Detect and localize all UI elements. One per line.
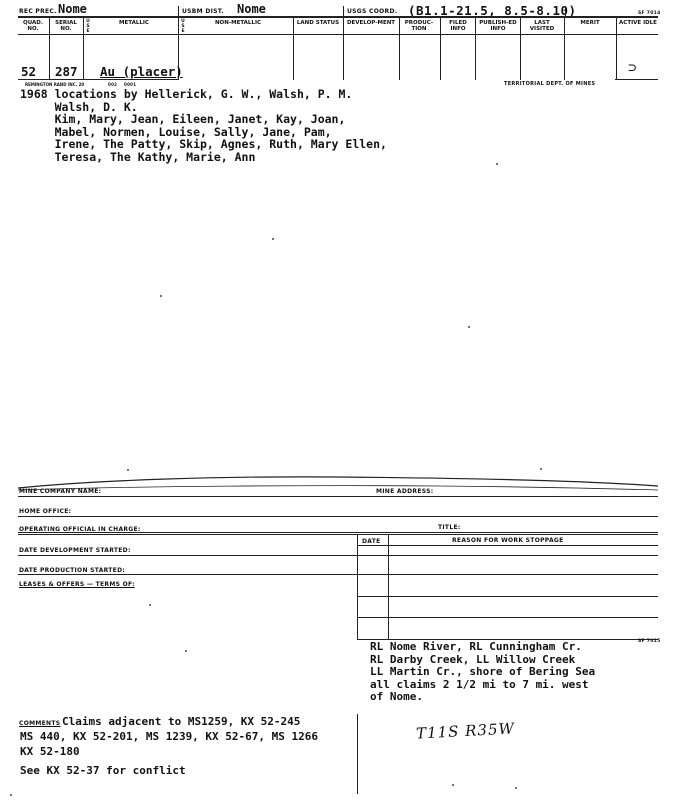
locations-line-3: Kim, Mary, Jean, Eileen, Janet, Kay, Joan,	[20, 112, 346, 126]
col-production: PRODUC-TION	[404, 20, 434, 32]
col-land-status: LAND STATUS	[296, 20, 340, 26]
territorial-dept-label: TERRITORIAL DEPT. OF MINES	[504, 81, 596, 87]
mine-address-label: MINE ADDRESS:	[376, 488, 434, 495]
date-column-header: DATE	[362, 538, 381, 545]
reason-column-header: REASON FOR WORK STOPPAGE	[452, 537, 564, 544]
handwritten-township-note: T11S R35W	[415, 719, 516, 743]
locations-line-6: Teresa, The Kathy, Marie, Ann	[20, 149, 256, 164]
usgs-dist-value: Nome	[237, 2, 266, 16]
col-active-idle: ACTIVE IDLE	[619, 20, 657, 26]
locations-line-1: 1968 locations by Hellerick, G. W., Walsh, P. M.	[20, 87, 353, 101]
operating-official-label: OPERATING OFFICIAL IN CHARGE:	[19, 526, 141, 533]
mine-company-name-label: MINE COMPANY NAME:	[19, 488, 102, 495]
col-published-info: PUBLISH-ED INFO	[479, 20, 517, 32]
col-use-2: U S E	[181, 19, 185, 34]
location-note-line-5: of Nome.	[370, 690, 423, 703]
locations-line-2: Walsh, D. K.	[20, 99, 138, 114]
comments-line-4: See KX 52-37 for conflict	[20, 764, 186, 777]
serial-value: 287	[55, 64, 78, 79]
printer-imprint: REMINGTON RAND INC. 20	[25, 82, 85, 87]
rec-prec-value: Nome	[58, 2, 87, 16]
locations-line-4: Mabel, Normen, Louise, Sally, Jane, Pam,	[20, 124, 332, 139]
location-note-line-4: all claims 2 1/2 mi to 7 mi. west	[370, 677, 589, 691]
col-non-metallic: NON-METALLIC	[214, 20, 262, 26]
imprint-code-b: 0001	[124, 82, 137, 87]
home-office-label: HOME OFFICE:	[19, 508, 72, 515]
rec-prec-label: REC PREC.	[19, 8, 57, 15]
col-development: DEVELOP-MENT	[346, 20, 396, 26]
metallic-value: Au (placer)	[100, 64, 183, 79]
location-note-line-1: RL Nome River, RL Cunningham Cr.	[370, 640, 582, 653]
title-label: TITLE:	[438, 524, 461, 531]
usgs-coord-label: USGS COORD.	[347, 8, 398, 15]
usgs-coord-value: (B1.1-21.5, 8.5-8.10)	[408, 3, 577, 18]
col-metallic: METALLIC	[119, 20, 149, 26]
location-note-line-2: RL Darby Creek, LL Willow Creek	[370, 652, 576, 666]
col-quad-no: QUAD. NO.	[23, 20, 43, 32]
quad-value: 52	[21, 64, 37, 79]
comments-line-3: KX 52-180	[20, 745, 80, 758]
form-number: SF 7014	[638, 11, 661, 16]
comments-label: COMMENTS	[19, 720, 61, 727]
date-production-started-label: DATE PRODUCTION STARTED:	[19, 567, 126, 574]
comments-line-2: MS 440, KX 52-201, MS 1239, KX 52-67, MS 1266	[20, 730, 319, 743]
status-check-mark: ⊃	[628, 60, 637, 76]
usgs-dist-label: USBM DIST.	[182, 8, 224, 15]
date-development-started-label: DATE DEVELOPMENT STARTED:	[19, 547, 131, 554]
col-last-visited: LAST VISITED	[529, 20, 555, 32]
col-merit: MERIT	[580, 20, 600, 26]
card-fold-edge	[18, 470, 658, 492]
col-serial-no: SERIAL NO.	[55, 20, 77, 32]
col-use-1: U S E	[86, 19, 90, 34]
comments-line-1: Claims adjacent to MS1259, KX 52-245	[62, 715, 301, 728]
locations-line-5: Irene, The Patty, Skip, Agnes, Ruth, Mary Ellen,	[20, 137, 387, 151]
location-note-line-3: LL Martin Cr., shore of Bering Sea	[370, 665, 596, 678]
imprint-code-a: 002	[108, 82, 118, 87]
leases-offers-label: LEASES & OFFERS — TERMS OF:	[19, 581, 135, 588]
col-filed-info: FILED INFO	[449, 20, 467, 32]
form-number-2: SF 7015	[638, 639, 661, 644]
